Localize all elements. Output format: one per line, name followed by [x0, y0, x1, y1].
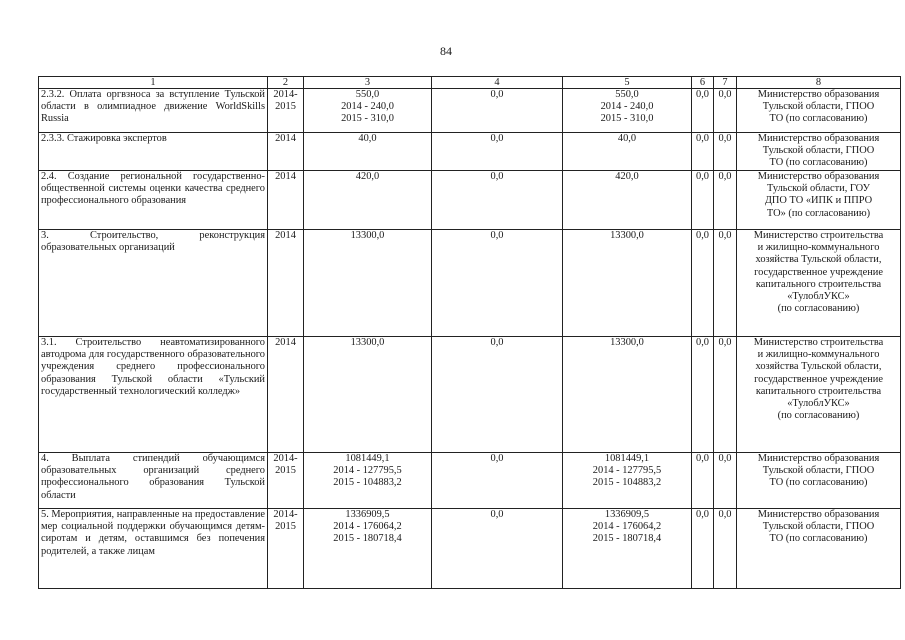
local-funding-cell: 0,0 [692, 230, 714, 337]
header-cell: 2 [268, 77, 304, 89]
period-line: 2014 [275, 171, 296, 182]
table-row [39, 133, 901, 171]
funding-line: 2015 - 310,0 [600, 113, 654, 125]
executor-line: ТО (по согласованию) [769, 477, 868, 489]
funding-line: 1081449,1 [345, 453, 390, 464]
other-funding-cell: 0,0 [714, 509, 737, 589]
period-line: 2015 [275, 521, 296, 533]
executor-line: «ТулоблУКС» [787, 291, 850, 303]
total-funding-cell [304, 133, 432, 171]
total-funding-cell [304, 509, 432, 589]
funding-line: 2015 - 310,0 [341, 113, 394, 125]
local-funding-cell: 0,0 [692, 337, 714, 453]
regional-funding-cell [563, 171, 692, 230]
activity-name-cell: 5. Мероприятия, направленные на предоставление мер социальной поддержки обучающимся детям-сиротам и детям, оставшимся без попечения родителей, а также лицам [39, 509, 268, 589]
period-cell [268, 337, 304, 453]
federal-funding-cell: 0,0 [432, 133, 563, 171]
executor-line: Тульской области, ГПОО [762, 465, 875, 477]
responsible-executor-cell [737, 453, 901, 509]
regional-funding-cell [563, 230, 692, 337]
funding-line: 1336909,5 [345, 509, 390, 520]
table-row [39, 230, 901, 337]
funding-line: 40,0 [617, 133, 637, 144]
period-line: 2014- [273, 89, 298, 100]
funding-line: 550,0 [355, 89, 380, 100]
period-line: 2014- [273, 509, 298, 520]
funding-line: 2014 - 127795,5 [592, 465, 662, 477]
federal-funding-cell: 0,0 [432, 230, 563, 337]
header-cell: 8 [737, 77, 901, 89]
funding-line: 13300,0 [610, 337, 644, 348]
funding-line: 13300,0 [610, 230, 644, 241]
local-funding-cell: 0,0 [692, 89, 714, 133]
period-line: 2015 [275, 465, 296, 477]
federal-funding-cell: 0,0 [432, 171, 563, 230]
header-cell: 5 [563, 77, 692, 89]
total-funding-cell [304, 171, 432, 230]
executor-line: капитального строительства [755, 385, 882, 397]
activity-name-cell: 4. Выплата стипендий обучающимся образовательных организаций среднего профессионального образования Тульской области [39, 453, 268, 509]
table-row [39, 89, 901, 133]
responsible-executor-cell [737, 133, 901, 171]
header-cell: 7 [714, 77, 737, 89]
funding-line: 2015 - 104883,2 [592, 477, 662, 489]
executor-line: Министерство образования [757, 171, 880, 182]
regional-funding-cell [563, 453, 692, 509]
responsible-executor-cell [737, 230, 901, 337]
period-line: 2014 [275, 337, 296, 348]
period-line: 2015 [275, 101, 296, 113]
funding-line: 1081449,1 [604, 453, 650, 464]
table-row [39, 171, 901, 230]
responsible-executor-cell [737, 509, 901, 589]
other-funding-cell: 0,0 [714, 453, 737, 509]
page-number: 84 [440, 44, 452, 58]
responsible-executor-cell [737, 337, 901, 453]
total-funding-cell [304, 453, 432, 509]
executor-line: ТО (по согласованию) [769, 157, 868, 169]
activity-name-cell: 3.1. Строительство неавтоматизированного автодрома для государственного образовательного учреждения среднего профессионального образования Тульской области «Тульский государственный технологический колледж» [39, 337, 268, 453]
funding-line: 40,0 [358, 133, 377, 144]
period-cell [268, 133, 304, 171]
executor-line: ТО (по согласованию) [769, 113, 868, 125]
period-line: 2014 [275, 230, 296, 241]
activity-name-cell: 2.3.3. Стажировка экспертов [39, 133, 268, 171]
executor-line: хозяйства Тульской области, [755, 361, 882, 373]
executor-line: (по согласованию) [777, 303, 860, 315]
executor-line: Министерство строительства [753, 337, 884, 348]
federal-funding-cell: 0,0 [432, 89, 563, 133]
header-row [39, 77, 901, 89]
responsible-executor-cell [737, 171, 901, 230]
period-line: 2014 [275, 133, 296, 144]
period-cell [268, 509, 304, 589]
executor-line: Министерство строительства [753, 230, 884, 241]
federal-funding-cell: 0,0 [432, 337, 563, 453]
funding-line: 550,0 [615, 89, 639, 100]
funding-line: 1336909,5 [604, 509, 650, 520]
other-funding-cell: 0,0 [714, 171, 737, 230]
executor-line: ДПО ТО «ИПК и ППРО [764, 195, 873, 207]
period-cell [268, 230, 304, 337]
executor-line: капитального строительства [755, 278, 882, 290]
regional-funding-cell [563, 133, 692, 171]
table-row [39, 509, 901, 589]
executor-line: и жилищно-коммунального [757, 349, 880, 361]
local-funding-cell: 0,0 [692, 171, 714, 230]
activity-name-cell: 2.3.2. Оплата оргвзноса за вступление Тульской области в олимпиадное движение WorldSkills Russia [39, 89, 268, 133]
activity-name-cell: 2.4. Создание региональной государственно-общественной системы оценки качества среднего профессионального образования [39, 171, 268, 230]
total-funding-cell [304, 337, 432, 453]
funding-line: 2015 - 104883,2 [333, 477, 402, 489]
other-funding-cell: 0,0 [714, 133, 737, 171]
period-line: 2014- [273, 453, 298, 464]
regional-funding-cell [563, 509, 692, 589]
executor-line: ТО (по согласованию) [769, 533, 868, 545]
period-cell [268, 453, 304, 509]
executor-line: ТО» (по согласованию) [766, 207, 871, 219]
total-funding-cell [304, 230, 432, 337]
executor-line: и жилищно-коммунального [757, 242, 880, 254]
activity-name-cell: 3. Строительство, реконструкция образовательных организаций [39, 230, 268, 337]
executor-line: Тульской области, ГПОО [762, 101, 875, 113]
funding-line: 2015 - 180718,4 [592, 533, 662, 545]
executor-line: государственное учреждение [754, 373, 883, 385]
regional-funding-cell [563, 337, 692, 453]
other-funding-cell: 0,0 [714, 337, 737, 453]
funding-line: 13300,0 [350, 230, 385, 241]
funding-line: 420,0 [355, 171, 380, 182]
period-cell [268, 171, 304, 230]
executor-line: государственное учреждение [754, 266, 883, 278]
header-cell: 1 [39, 77, 268, 89]
federal-funding-cell: 0,0 [432, 509, 563, 589]
header-cell: 6 [692, 77, 714, 89]
regional-funding-cell [563, 89, 692, 133]
local-funding-cell: 0,0 [692, 453, 714, 509]
table-row [39, 337, 901, 453]
table-body [39, 77, 901, 589]
executor-line: Министерство образования [757, 133, 880, 144]
funding-line: 2014 - 240,0 [600, 101, 654, 113]
funding-line: 2015 - 180718,4 [333, 533, 402, 545]
executor-line: Тульской области, ГПОО [762, 521, 875, 533]
program-table [38, 76, 901, 589]
table-row [39, 453, 901, 509]
funding-line: 2014 - 127795,5 [333, 465, 402, 477]
total-funding-cell [304, 89, 432, 133]
executor-line: Министерство образования [757, 453, 880, 464]
funding-line: 420,0 [615, 171, 639, 182]
funding-line: 2014 - 176064,2 [592, 521, 662, 533]
period-cell [268, 89, 304, 133]
local-funding-cell: 0,0 [692, 133, 714, 171]
other-funding-cell: 0,0 [714, 89, 737, 133]
header-cell: 4 [432, 77, 563, 89]
executor-line: (по согласованию) [777, 410, 860, 422]
executor-line: Тульской области, ГОУ [767, 183, 870, 195]
executor-line: Министерство образования [757, 509, 880, 520]
executor-line: Тульской области, ГПОО [762, 145, 875, 157]
header-cell: 3 [304, 77, 432, 89]
funding-line: 2014 - 240,0 [341, 101, 394, 113]
executor-line: «ТулоблУКС» [787, 398, 850, 410]
responsible-executor-cell [737, 89, 901, 133]
other-funding-cell: 0,0 [714, 230, 737, 337]
executor-line: Министерство образования [757, 89, 880, 100]
funding-line: 2014 - 176064,2 [333, 521, 402, 533]
local-funding-cell: 0,0 [692, 509, 714, 589]
federal-funding-cell: 0,0 [432, 453, 563, 509]
funding-line: 13300,0 [350, 337, 385, 348]
executor-line: хозяйства Тульской области, [755, 254, 882, 266]
